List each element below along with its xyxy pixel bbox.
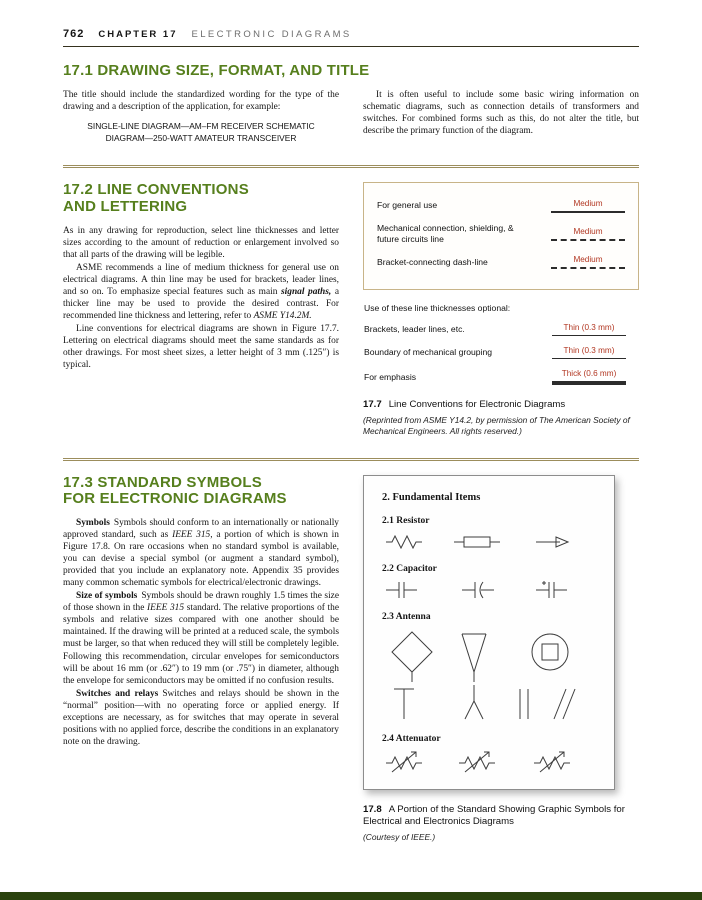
line-weight-label: Thin (0.3 mm): [563, 346, 615, 356]
standard-item-resistor: 2.1 Resistor: [382, 515, 430, 526]
example-diagram-titles: [63, 120, 339, 145]
attenuator-symbol-icon: [384, 749, 589, 775]
line-weight-label: Thin (0.3 mm): [563, 323, 615, 333]
line-sample: [552, 369, 626, 385]
line-sample: [551, 199, 625, 213]
line-sample: [552, 323, 626, 336]
figure-17-8-standard-excerpt: [363, 475, 615, 790]
line-convention-row: [364, 323, 626, 336]
right-column: [363, 89, 639, 138]
figure-caption-text: Line Conventions for Electronic Diagrams: [388, 399, 566, 411]
line-sample: [552, 346, 626, 359]
text-run: ASME recommends a line of medium thickness for general use on electrical diagrams. A thin line may be used for brackets, leader lines, and so on. To emphasize special features such as main: [63, 262, 339, 297]
text-run: , a portion of which is shown in Figure 17.8. On rare occasions when no standard symbol is available, you can devise a special symbol (or augment a standard symbol), provided that you include an explanatory note. Appendix 35 provides many common schematic symbols for electrical/electronic drawings.: [63, 530, 339, 589]
line-weight-label: Thick (0.6 mm): [561, 369, 617, 379]
thin-line-icon: [552, 358, 626, 359]
text-run: Switches and relays should be shown in the “normal” position—with no operating force or applied energy. If exceptions are necessary, as for switches that may operate in several positions with no applied force, describe the conditions in an explanatory note on the drawing.: [63, 688, 339, 747]
section-17-3-body: [63, 475, 639, 843]
left-column: [63, 89, 339, 145]
standard-reference: IEEE 315: [172, 530, 211, 541]
page-number: 762: [63, 28, 85, 40]
line-use-label: Bracket-connecting dash-line: [377, 256, 488, 267]
line-convention-row: [364, 369, 626, 385]
capacitor-symbol-icon: [384, 579, 589, 601]
heading-line: FOR ELECTRONIC DIAGRAMS: [63, 490, 287, 508]
attenuator-symbols: [384, 749, 596, 775]
body-paragraph: It is often useful to include some basic wiring information on schematic diagrams, such as connection details of transformers and switches. For combined forms such as this, do not alter the title, but describe the primary function of the diagram.: [363, 89, 639, 136]
capacitor-symbols: [384, 579, 596, 601]
heading-line: AND LETTERING: [63, 197, 188, 215]
line-use-label: Mechanical connection, shielding, & future circuits line: [377, 223, 514, 245]
section-divider-rule: [63, 458, 639, 461]
body-paragraph: [63, 262, 339, 322]
resistor-symbols: [384, 531, 596, 553]
chapter-title: ELECTRONIC DIAGRAMS: [191, 29, 352, 40]
section-17-2-heading: [63, 182, 339, 216]
heading-line: 17.3 STANDARD SYMBOLS: [63, 473, 262, 491]
optional-thickness-note: Use of these line thicknesses optional:: [364, 303, 511, 314]
left-column: [63, 182, 339, 372]
example-title-line: SINGLE-LINE DIAGRAM—AM–FM RECEIVER SCHEMATIC: [87, 120, 315, 131]
body-paragraph: [63, 517, 339, 589]
body-paragraph: Line conventions for electrical diagrams are shown in Figure 17.7. Lettering on electrical diagrams should meet the same standards as for other drawings. For most sheet sizes, a letter height of 3 mm (.125″) is typical.: [63, 323, 339, 371]
figure-17-7-credit: (Reprinted from ASME Y14.2, by permission of The American Society of Mechanical Engineers. All rights reserved.): [363, 414, 630, 437]
figure-number: 17.7: [363, 399, 382, 411]
right-column: [363, 182, 639, 438]
line-convention-row: [377, 223, 625, 245]
emphasized-term: signal paths,: [281, 286, 332, 297]
page-footer-bar: [0, 892, 702, 900]
figure-17-8-caption: [363, 804, 639, 829]
page-header: [63, 28, 639, 47]
standard-section-heading: 2. Fundamental Items: [382, 491, 481, 503]
body-paragraph: [63, 590, 339, 686]
figure-number: 17.8: [363, 803, 382, 815]
section-17-2-body: [63, 182, 639, 438]
paragraph-lead-in: Size of symbols: [76, 591, 138, 602]
line-convention-row: [364, 346, 626, 359]
antenna-symbol-icon: [384, 627, 589, 723]
line-use-label: For general use: [377, 200, 438, 211]
resistor-symbol-icon: [384, 531, 589, 553]
line-weight-label: Medium: [573, 227, 603, 237]
figure-caption-text: A Portion of the Standard Showing Graphic Symbols for Electrical and Electronics Diagrams: [363, 803, 625, 828]
chapter-label: CHAPTER 17: [98, 29, 178, 40]
line-convention-row: [377, 199, 625, 213]
text-run: Symbols should be drawn roughly 1.5 times the size of those shown in the: [63, 591, 340, 614]
line-weight-label: Medium: [573, 255, 603, 265]
text-run: a thicker line may be used to provide the desired contrast. For recommended line thickness and lettering, refer to: [63, 286, 339, 321]
figure-17-8-credit: (Courtesy of IEEE.): [363, 831, 436, 842]
line-weight-label: Medium: [573, 199, 603, 209]
medium-dashed-line-icon: [551, 239, 625, 241]
example-title-line: DIAGRAM—250-WATT AMATEUR TRANSCEIVER: [105, 133, 297, 144]
body-paragraph: The title should include the standardized wording for the type of the drawing and a description of the application, for example:: [63, 89, 339, 112]
text-run: Symbols should conform to an internationally or nationally approved standard, such as: [63, 518, 339, 541]
heading-line: 17.2 LINE CONVENTIONS: [63, 181, 249, 199]
thin-line-icon: [552, 335, 626, 336]
line-sample: [551, 227, 625, 241]
section-17-1-heading: 17.1 DRAWING SIZE, FORMAT, AND TITLE: [63, 62, 370, 79]
section-divider-rule: [63, 165, 639, 168]
paragraph-lead-in: Switches and relays: [76, 688, 159, 699]
figure-17-7-line-conventions: [363, 182, 639, 290]
line-convention-row: [377, 255, 625, 269]
line-use-label: Boundary of mechanical grouping: [364, 347, 493, 358]
body-paragraph: As in any drawing for reproduction, select line thicknesses and letter sizes according to the amount of reduction or enlargement involved so that all parts of the drawing will be legible.: [63, 225, 339, 260]
standard-reference: ASME Y14.2M.: [253, 310, 312, 321]
section-17-1-body: [63, 89, 639, 145]
standard-item-attenuator: 2.4 Attenuator: [382, 733, 441, 744]
dash-line-icon: [551, 267, 625, 269]
paragraph-lead-in: Symbols: [76, 518, 110, 529]
section-17-3-heading: [63, 475, 339, 509]
thick-line-icon: [552, 381, 626, 385]
medium-solid-line-icon: [551, 211, 625, 213]
line-use-label: Brackets, leader lines, etc.: [364, 324, 465, 335]
figure-17-7-caption: [363, 399, 639, 411]
line-use-label: For emphasis: [364, 371, 417, 382]
body-paragraph: [63, 688, 339, 748]
antenna-symbols: [384, 627, 596, 723]
right-column: [363, 475, 639, 843]
standard-item-antenna: 2.3 Antenna: [382, 611, 431, 622]
optional-line-rows: [363, 323, 639, 385]
line-sample: [551, 255, 625, 269]
standard-reference: IEEE 315: [147, 603, 185, 614]
text-run: standard. The relative proportions of the symbols and relative sizes compared with one another should be maintained. If the drawing will be printed at a reduced scale, the symbols must be larger, so that when reduced they will still be completely legible. Following this recommendation, circular envelopes for semiconductors will be about 16 mm (or .62″) to 19 mm (or .75″) in diameter, although the envelope for semiconductors may be omitted if no confusion results.: [63, 603, 339, 686]
standard-item-capacitor: 2.2 Capacitor: [382, 563, 437, 574]
left-column: [63, 475, 339, 749]
